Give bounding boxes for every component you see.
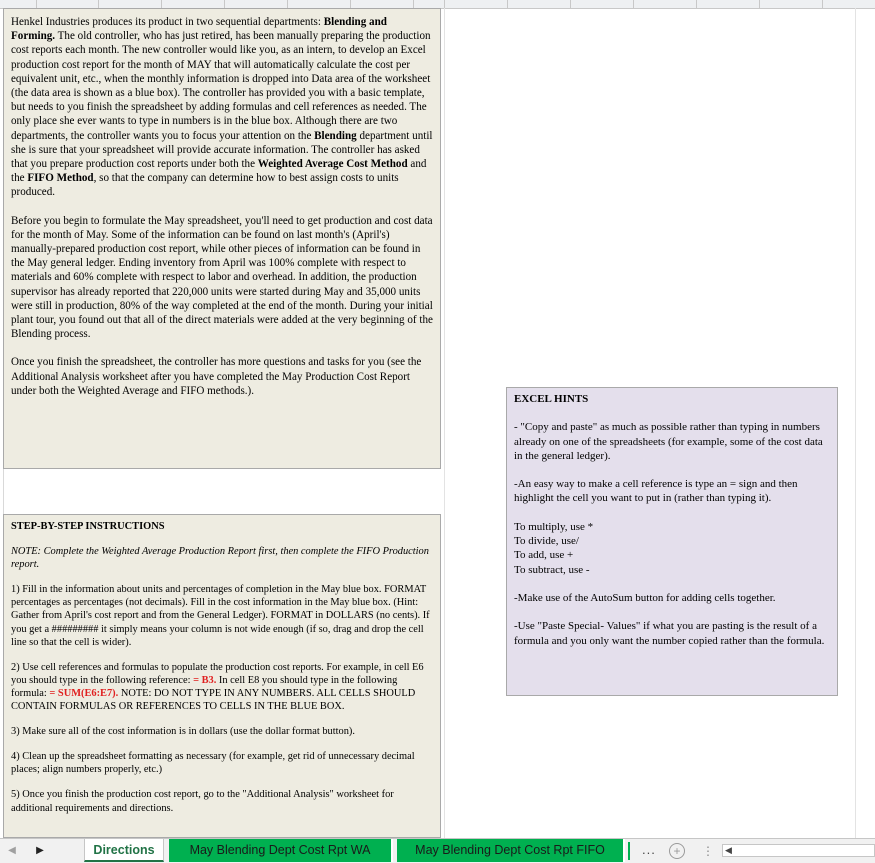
excel-hints-box[interactable] xyxy=(506,387,838,696)
closing-paragraph: Once you finish the spreadsheet, the controller has more questions and tasks for you (see the Additional Analysis worksheet after you have completed the May Production Cost Report under both the Weighted Average and FIFO methods.). xyxy=(11,356,422,397)
hints-title: EXCEL HINTS xyxy=(514,393,589,405)
sheet-tab-bar xyxy=(0,838,875,863)
gridline xyxy=(444,8,445,838)
tab-may-blending-wa[interactable]: May Blending Dept Cost Rpt WA xyxy=(169,839,393,862)
chevron-right-icon[interactable]: ▶ xyxy=(36,845,44,856)
column-divider xyxy=(507,0,508,8)
step-5: 5) Once you finish the production cost report, go to the "Additional Analysis" worksheet for additional requirements and directions. xyxy=(11,789,394,814)
intro-paragraph: Henkel Industries produces its product in two sequential departments: Blending and Forming. The old controller, who has just retired, has been manually preparing the production cost reports each month. The new controller would like you, as an intern, to develop an Excel production cost report for the month of MAY that will automatically calculate the cost per equivalent unit, etc., when the monthly information is dropped into Data area of the worksheet (the data area is shown as a blue box). The controller has provided you with a basic template, but needs to you finish the spreadsheet by adding formulas and cell references as needed. The only place she ever wants to type in numbers is in the blue box. Although there are two departments, the controller wants you to focus your attention on the Blending department until she is sure that your spreadsheet will provide accurate information. The controller has asked that you prepare production cost reports under both the Weighted Average Cost Method and the FIFO Method, so that the company can determine how to best assign costs to units produced. xyxy=(11,16,433,199)
hint-autosum: -Make use of the AutoSum button for adding cells together. xyxy=(514,591,776,604)
hint-subtract: To subtract, use - xyxy=(514,563,590,576)
tab-may-blending-fifo[interactable]: May Blending Dept Cost Rpt FIFO xyxy=(397,839,625,862)
column-divider xyxy=(822,0,823,8)
hint-divide: To divide, use/ xyxy=(514,535,579,548)
column-divider xyxy=(696,0,697,8)
step-3: 3) Make sure all of the cost information is in dollars (use the dollar format button). xyxy=(11,726,355,738)
hint-add: To add, use + xyxy=(514,549,574,562)
column-divider xyxy=(413,0,414,8)
new-sheet-button[interactable]: + xyxy=(669,843,685,859)
splitter-handle-icon[interactable]: ⋮ xyxy=(702,844,714,858)
column-divider xyxy=(36,0,37,8)
hint-copy-paste: - "Copy and paste" as much as possible rather than typing in numbers already on one of the spreadsheets (for example, some of the cost data in the general ledger). xyxy=(514,421,823,462)
column-divider xyxy=(444,0,445,8)
tab-directions[interactable]: Directions xyxy=(84,839,164,862)
column-divider xyxy=(287,0,288,8)
main-instructions-box[interactable] xyxy=(3,8,441,469)
gridline xyxy=(855,8,856,838)
horizontal-scrollbar[interactable] xyxy=(722,844,875,857)
scroll-left-icon[interactable]: ◀ xyxy=(725,845,732,855)
hint-cell-reference: -An easy way to make a cell reference is type an = sign and then highlight the cell you want to put in (rather than typing it). xyxy=(514,478,798,505)
chevron-left-icon[interactable]: ◀ xyxy=(8,845,16,856)
data-paragraph: Before you begin to formulate the May spreadsheet, you'll need to get production and cost data for the month of May. Some of the information can be found on last month's (April's) manually-prepared production cost report, while other pieces of information can be found in the May general ledger. Ending inventory from April was 100% complete with respect to materials and 60% complete with respect to labor and overhead. In addition, the production supervisor has already reported that 220,000 units were started during May and 35,000 units were still in production, 80% of the way completed at the end of the month. During your initial plant tour, you found out that all of the direct materials were added at the very beginning of the Blending process. xyxy=(11,214,433,341)
column-divider xyxy=(570,0,571,8)
step-4: 4) Clean up the spreadsheet formatting as necessary (for example, get rid of unnecessary decimal places; align numbers properly, etc.) xyxy=(11,751,415,776)
hint-paste-special: -Use "Paste Special- Values" if what you are pasting is the result of a formula and you only want the number copied rather than the formula. xyxy=(514,620,825,647)
tab-color-marker xyxy=(628,842,630,860)
column-divider xyxy=(161,0,162,8)
more-sheets-button[interactable]: ... xyxy=(642,842,656,857)
step-1: 1) Fill in the information about units and percentages of completion in the May blue box. FORMAT percentages as percentages (not decimals). Fill in the cost information in the May blue box. (Hint: Gather from April's cost report and from the General Ledger). FORMAT in DOLLARS (no cents). If you get a ######### it simply means your column is not wide enough (if so, drag and drop the cell line so that the cell is wider). xyxy=(11,584,430,648)
column-divider xyxy=(759,0,760,8)
column-divider xyxy=(633,0,634,8)
steps-title: STEP-BY-STEP INSTRUCTIONS xyxy=(11,521,165,532)
step-by-step-box[interactable] xyxy=(3,514,441,838)
steps-note: NOTE: Complete the Weighted Average Production Report first, then complete the FIFO Production report. xyxy=(11,546,429,571)
column-divider xyxy=(224,0,225,8)
column-divider xyxy=(350,0,351,8)
step-2: 2) Use cell references and formulas to populate the production cost reports. For example, in cell E6 you should type in the following reference: = B3. In cell E8 you should type in the following formula: = SUM(E6:E7). NOTE: DO NOT TYPE IN ANY NUMBERS. ALL CELLS SHOULD CONTAIN FORMULAS OR REFERENCES TO CELLS IN THE BLUE BOX. xyxy=(11,661,424,713)
hint-multiply: To multiply, use * xyxy=(514,520,594,533)
column-divider xyxy=(98,0,99,8)
